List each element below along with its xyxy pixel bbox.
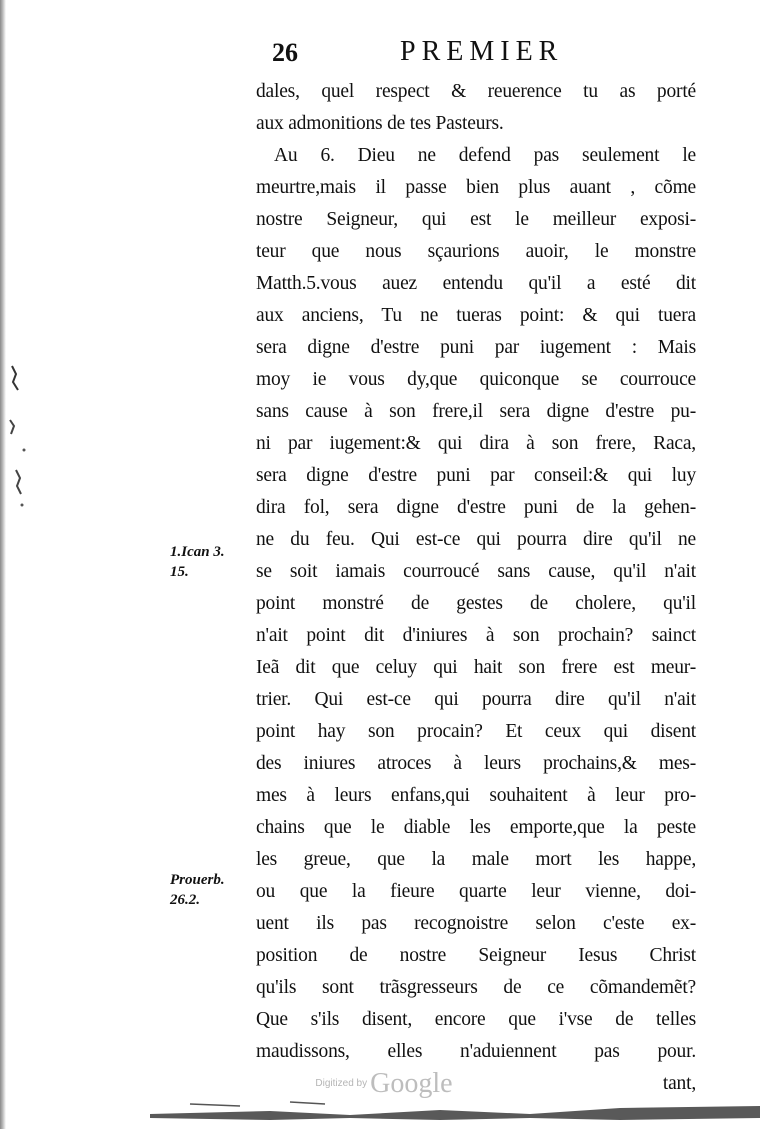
text-line: point hay son procain? Et ceux qui disent: [256, 721, 696, 742]
text-line: uent ils pas recognoistre selon c'este ex-: [256, 913, 696, 934]
margin-note-proverbs: [170, 870, 256, 910]
binding-edge: [0, 0, 6, 1129]
text-line: se soit iamais courroucé sans cause, qu'il n'ait: [256, 561, 696, 582]
margin-note-line: 1.Ican 3.: [170, 544, 225, 560]
text-line: qu'ils sont trãsgresseurs de ce cõmandemẽt?: [256, 977, 696, 998]
digitized-by-text: Digitized by: [315, 1078, 368, 1089]
text-line: nostre Seigneur, qui est le meilleur exposi-: [256, 209, 696, 230]
text-line: n'ait point dit d'iniures à son prochain? sainct: [256, 625, 696, 646]
margin-note-line: 15.: [170, 564, 189, 580]
text-line: meurtre,mais il passe bien plus auant , cõme: [256, 177, 696, 198]
text-line: chains que le diable les emporte,que la peste: [256, 817, 696, 838]
text-line: position de nostre Seigneur Iesus Christ: [256, 945, 696, 966]
text-line: dales, quel respect & reuerence tu as porté: [256, 81, 696, 102]
running-title: PREMIER: [400, 36, 564, 67]
text-line: ne du feu. Qui est-ce qui pourra dire qu'il ne: [256, 529, 696, 550]
text-line: point monstré de gestes de cholere, qu'il: [256, 593, 696, 614]
text-line: aux admonitions de tes Pasteurs.: [256, 113, 504, 134]
text-line: mes à leurs enfans,qui souhaitent à leur pro-: [256, 785, 696, 806]
text-line: ni par iugement:& qui dira à son frere, Raca,: [256, 433, 696, 454]
page-number: 26: [272, 38, 298, 67]
text-line: maudissons, elles n'aduiennent pas pour.: [256, 1041, 696, 1062]
text-line: tant,: [662, 1073, 696, 1094]
text-line: dira fol, sera digne d'estre puni de la gehen-: [256, 497, 696, 518]
text-line: Ieã dit que celuy qui hait son frere est meur-: [256, 657, 696, 678]
text-line: sera digne d'estre puni par iugement : Mais: [256, 337, 696, 358]
margin-note-line: Prouerb.: [170, 872, 225, 888]
bottom-scan-smudge: [150, 1098, 760, 1122]
text-line: trier. Qui est-ce qui pourra dire qu'il n'ait: [256, 689, 696, 710]
text-line: ou que la fieure quarte leur vienne, doi-: [256, 881, 696, 902]
text-line: les greue, que la male mort les happe,: [256, 849, 696, 870]
text-line: sans cause à son frere,il sera digne d'estre pu-: [256, 401, 696, 422]
margin-note-line: 26.2.: [170, 892, 200, 908]
google-logo-text: Google: [370, 1068, 453, 1099]
running-head: [272, 36, 692, 76]
text-line: teur que nous sçaurions auoir, le monstre: [256, 241, 696, 262]
text-line: Que s'ils disent, encore que i'vse de telles: [256, 1009, 696, 1030]
binding-specks: [4, 360, 30, 520]
text-line: aux anciens, Tu ne tueras point: & qui tuera: [256, 305, 696, 326]
text-line: sera digne d'estre puni par conseil:& qui luy: [256, 465, 696, 486]
text-line: Matth.5.vous auez entendu qu'il a esté dit: [256, 273, 696, 294]
margin-note-jean: [170, 542, 256, 582]
digitized-watermark: [0, 1068, 768, 1100]
body-text: [256, 76, 696, 1100]
text-line: moy ie vous dy,que quiconque se courrouce: [256, 369, 696, 390]
text-line: des iniures atroces à leurs prochains,& mes-: [256, 753, 696, 774]
text-line: Au 6. Dieu ne defend pas seulement le: [274, 145, 696, 166]
